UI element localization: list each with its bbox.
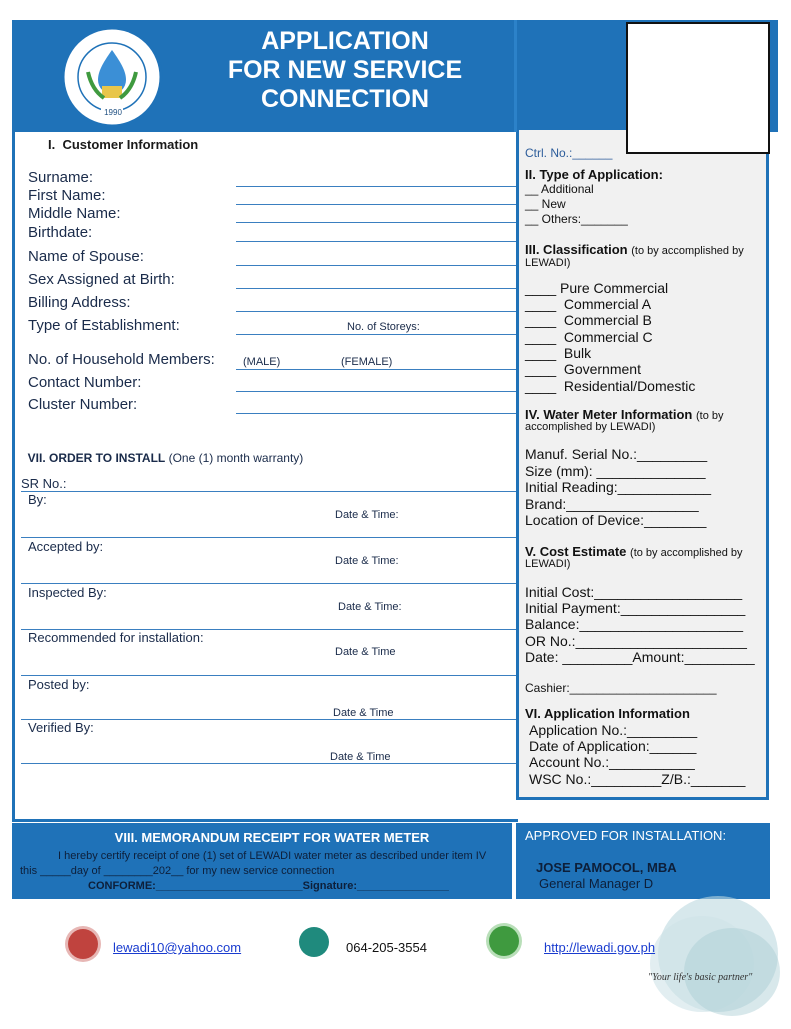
order-heading-note: (One (1) month warranty) [165, 451, 304, 465]
type-others: __ Others:_______ [525, 212, 628, 226]
sr-no: SR No.: [21, 476, 67, 491]
field-cluster: Cluster Number: [28, 396, 138, 413]
globe-icon [489, 926, 519, 956]
meter-heading-text: IV. Water Meter Information [525, 407, 693, 422]
cost-heading-text: V. Cost Estimate [525, 544, 627, 559]
ctrl-no: Ctrl. No.:______ [525, 146, 613, 160]
order-posted-date: Date & Time [333, 707, 394, 719]
order-verified-date: Date & Time [330, 751, 391, 763]
order-posted-line[interactable] [21, 719, 516, 720]
field-household: No. of Household Members: [28, 351, 215, 368]
appinfo-heading: VI. Application Information [525, 706, 690, 721]
cost-balance: Balance:_____________________ [525, 616, 743, 632]
field-spouse: Name of Spouse: [28, 248, 144, 265]
cost-note: (to by accomplished by [630, 547, 743, 559]
phone-icon [299, 927, 329, 957]
approval-label: APPROVED FOR INSTALLATION: [525, 828, 727, 843]
class-commercial-a: ____ Commercial A [525, 296, 652, 312]
title-line-3: CONNECTION [260, 85, 430, 113]
class-commercial-c: ____ Commercial C [525, 329, 653, 345]
appinfo-wsc: WSC No.:_________Z/B.:_______ [529, 771, 746, 787]
class-note: (to by accomplished by [631, 245, 744, 257]
cost-date-amount: Date: _________Amount:_________ [525, 649, 755, 665]
class-heading-text: III. Classification [525, 242, 628, 257]
order-inspected-date: Date & Time: [338, 601, 402, 613]
storeys-label: No. of Storeys: [347, 321, 420, 333]
meter-note-2: accomplished by LEWADI) [525, 421, 656, 433]
male-label: (MALE) [243, 356, 281, 368]
footer-phone: 064-205-3554 [346, 940, 427, 955]
water-drop-icon [640, 890, 790, 1024]
meter-brand: Brand:_________________ [525, 496, 699, 512]
field-surname: Surname: [28, 169, 94, 186]
class-government: ____ Government [525, 361, 641, 377]
class-commercial-b: ____ Commercial B [525, 312, 652, 328]
email-icon [68, 929, 98, 959]
cashier: Cashier:______________________ [525, 681, 717, 695]
order-recommended-date: Date & Time [335, 646, 396, 658]
cost-note-2: LEWADI) [525, 558, 571, 570]
title-line-1: APPLICATION [261, 27, 429, 55]
footer-website[interactable]: http://lewadi.gov.ph [544, 940, 656, 955]
memo-line-2: this _____day of ________202__ for my new service connection [20, 865, 335, 877]
customer-info-heading: I. Customer Information [48, 137, 199, 152]
watermark-circles [640, 890, 790, 1024]
field-middle-name: Middle Name: [28, 205, 121, 222]
appinfo-date: Date of Application:______ [529, 738, 697, 754]
tagline: "Your life's basic partner" [648, 972, 753, 983]
form-title [200, 27, 490, 114]
order-accepted: Accepted by: [28, 539, 104, 554]
order-recommended-line[interactable] [21, 675, 516, 676]
order-by-date: Date & Time: [335, 509, 399, 521]
field-establishment: Type of Establishment: [28, 317, 180, 334]
order-inspected: Inspected By: [28, 585, 107, 600]
appinfo-account: Account No.:___________ [529, 754, 695, 770]
spouse-line[interactable] [236, 265, 516, 266]
meter-size: Size (mm): ______________ [525, 463, 706, 479]
class-note-2: LEWADI) [525, 257, 571, 269]
memo-heading: VIII. MEMORANDUM RECEIPT FOR WATER METER [114, 830, 430, 845]
memo-line-1: I hereby certify receipt of one (1) set of LEWADI water meter as described under item IV [58, 850, 487, 862]
class-residential: ____ Residential/Domestic [525, 378, 696, 394]
approver-position: General Manager D [539, 876, 654, 891]
cost-initial-payment: Initial Payment:________________ [525, 600, 746, 616]
field-sex: Sex Assigned at Birth: [28, 271, 175, 288]
field-first-name: First Name: [28, 187, 106, 204]
order-verified: Verified By: [28, 720, 94, 735]
meter-note: (to by [695, 410, 724, 422]
order-by-line[interactable] [21, 537, 516, 538]
field-contact: Contact Number: [28, 374, 142, 391]
district-logo [58, 26, 166, 128]
order-by: By: [28, 492, 47, 507]
order-accepted-line[interactable] [21, 583, 516, 584]
household-line[interactable] [236, 369, 516, 370]
birthdate-line[interactable] [236, 241, 516, 242]
cost-or-no: OR No.:______________________ [525, 633, 747, 649]
order-accepted-date: Date & Time: [335, 555, 399, 567]
field-billing-address: Billing Address: [28, 294, 131, 311]
memo-line-3: CONFORME:________________________Signature:_______________ [88, 880, 449, 892]
establishment-line[interactable] [236, 334, 516, 335]
female-label: (FEMALE) [341, 356, 393, 368]
class-bulk: ____ Bulk [525, 345, 592, 361]
field-birthdate: Birthdate: [28, 224, 93, 241]
surname-line[interactable] [236, 186, 516, 187]
type-additional: __ Additional [525, 182, 594, 196]
type-heading: II. Type of Application: [525, 167, 663, 182]
billing-line[interactable] [236, 311, 516, 312]
cost-initial: Initial Cost:___________________ [525, 584, 743, 600]
approver-name: JOSE PAMOCOL, MBA [536, 860, 677, 875]
meter-initial-reading: Initial Reading:____________ [525, 479, 712, 495]
middle-name-line[interactable] [236, 222, 516, 223]
class-pure-commercial: ____ Pure Commercial [525, 280, 669, 296]
type-new: __ New [525, 197, 566, 211]
order-heading [21, 437, 303, 465]
meter-location: Location of Device:________ [525, 512, 707, 528]
order-verified-line[interactable] [21, 763, 516, 764]
order-recommended: Recommended for installation: [28, 630, 204, 645]
first-name-line[interactable] [236, 204, 516, 205]
meter-serial: Manuf. Serial No.:_________ [525, 446, 708, 462]
meter-heading [525, 407, 723, 422]
cost-heading [525, 544, 743, 559]
cluster-line[interactable] [236, 413, 516, 414]
title-line-2: FOR NEW SERVICE [227, 56, 463, 84]
order-posted: Posted by: [28, 677, 90, 692]
sex-line[interactable] [236, 288, 516, 289]
appinfo-app-no: Application No.:_________ [529, 722, 698, 738]
order-heading-bold: VII. ORDER TO INSTALL [27, 451, 166, 465]
contact-line[interactable] [236, 391, 516, 392]
class-heading [525, 242, 744, 257]
footer-email[interactable]: lewadi10@yahoo.com [113, 940, 242, 955]
photo-box [626, 22, 770, 154]
logo-year: 1990 [104, 108, 122, 117]
